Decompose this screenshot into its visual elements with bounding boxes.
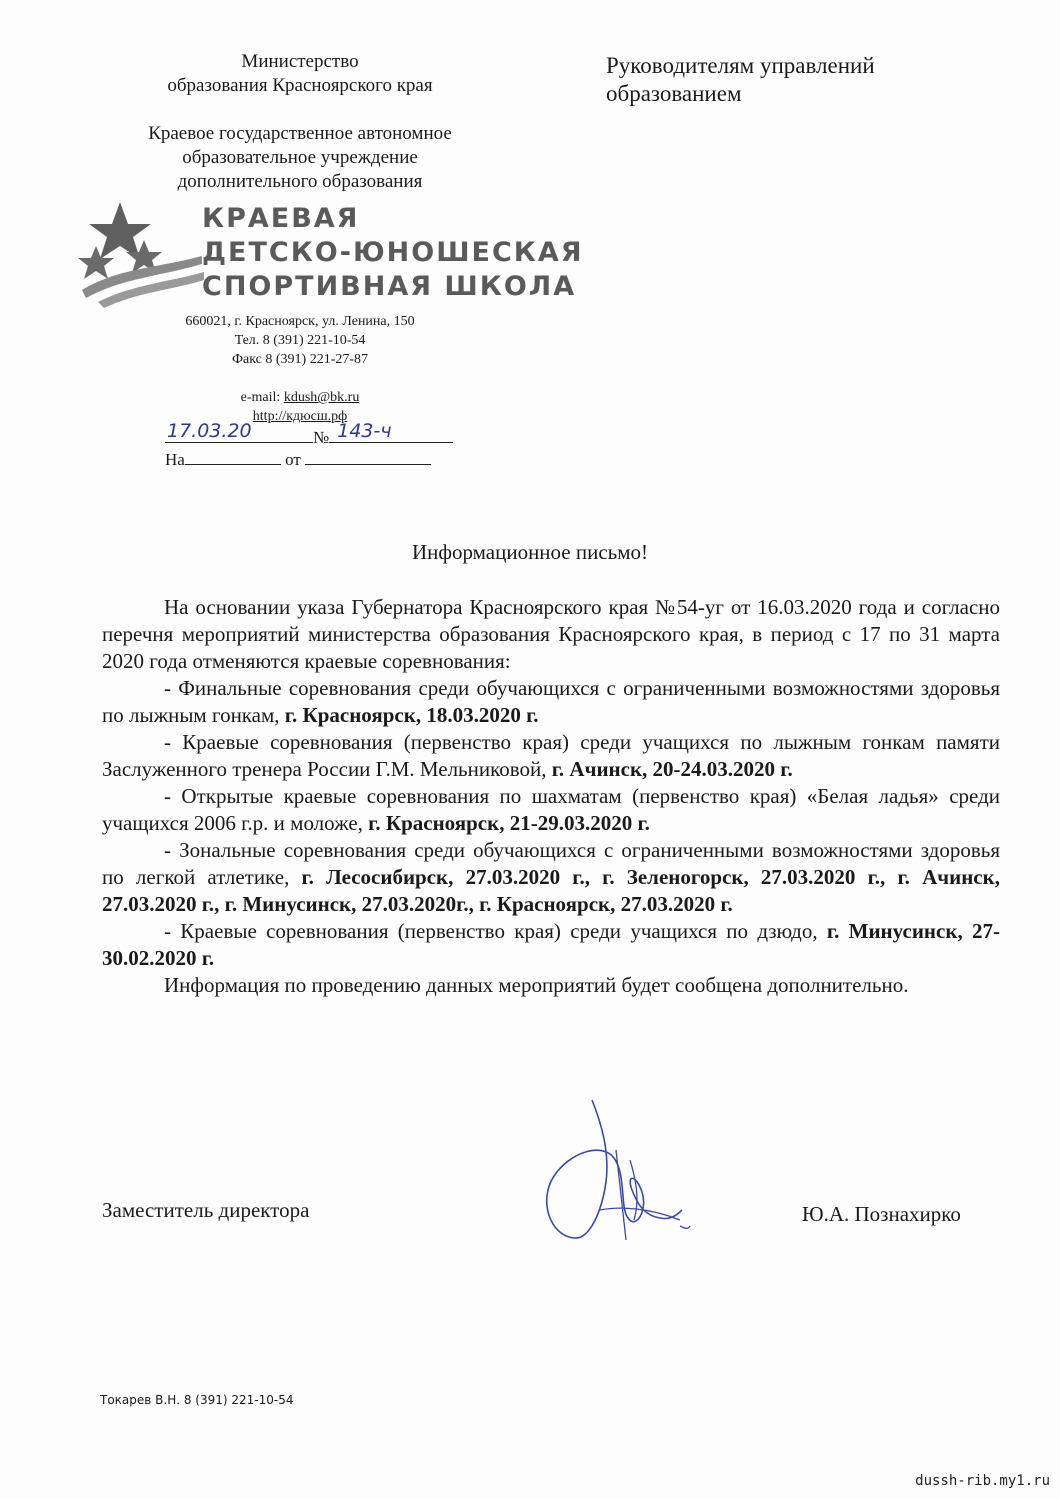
list-item: - Краевые соревнования (первенство края) среди учащихся по лыжным гонкам памяти Заслуженного тренера России Г.М. Мельниковой, г. Ачинск, 20-24.03.2020 г. [102,730,1000,781]
school-logo-text [202,202,584,304]
recipient-line-2: образованием [606,81,742,106]
list-item: - Краевые соревнования (первенство края) среди учащихся по дзюдо, г. Минусинск, 27-30.02.2020 г. [102,919,1000,970]
intro-paragraph: На основании указа Губернатора Красноярского края №54-уг от 16.03.2020 года и согласно перечня мероприятий министерства образования Красноярского края, в период с 17 по 31 марта 2020 года отменяются краевые соревнования: [102,595,1000,673]
list-item: - Финальные соревнования среди обучающихся с ограниченными возможностями здоровья по лыжным гонкам, г. Красноярск, 18.03.2020 г. [102,676,1000,727]
reply-label: На [165,450,185,469]
address: 660021, г. Красноярск, ул. Ленина, 150 [185,314,415,329]
letter-body [102,594,1000,999]
number-label: № [313,428,330,447]
email-label: e-mail: [240,390,284,405]
watermark-site: dussh-rib.my1.ru [915,1473,1050,1489]
logo-line-3: СПОРТИВНАЯ ШКОЛА [202,271,577,302]
list-item: - Открытые краевые соревнования по шахматам (первенство края) «Белая ладья» среди учащихся 2006 г.р. и моложе, г. Красноярск, 21-29.03.2020 г. [102,784,1000,835]
registration-line [165,420,455,448]
logo-line-1: КРАЕВАЯ [202,203,360,234]
site-link[interactable]: http://кдюсш.рф [252,409,348,424]
letter-title: Информационное письмо! [411,540,649,564]
signature-position: Заместитель директора [102,1198,310,1222]
executor-note: Токарев В.Н. 8 (391) 221-10-54 [100,1393,294,1407]
ministry-line-2: образования Красноярского края [167,75,433,96]
handwritten-signature-icon [530,1090,700,1260]
org-line-2: образовательное учреждение [182,147,418,168]
signatory-name: Ю.А. Познахирко [802,1202,961,1226]
org-line-1: Краевое государственное автономное [148,123,452,144]
contacts-block [145,312,455,426]
logo-line-2: ДЕТСКО-ЮНОШЕСКАЯ [202,237,584,268]
stars-logo-icon [78,198,208,310]
ministry-header [100,50,500,98]
email-row [145,388,455,407]
reply-line [165,448,455,470]
email-link[interactable]: kdush@bk.ru [283,390,360,405]
ministry-line-1: Министерство [241,51,359,72]
fax: Факс 8 (391) 221-27-87 [231,352,369,367]
organization-header [100,122,500,194]
org-line-3: дополнительного образования [177,171,423,192]
reply-from-label: от [285,450,301,469]
recipient-line-1: Руководителям управлений [606,53,875,78]
handwritten-number: 143-ч [337,420,392,442]
closing-paragraph: Информация по проведению данных мероприятий будет сообщена дополнительно. [164,973,909,997]
list-item: - Зональные соревнования среди обучающихся с ограниченными возможностями здоровья по легкой атлетике, г. Лесосибирск, 27.03.2020 г., г. Зеленогорск, 27.03.2020 г., г. Ачинск, 27.03.2020 г., г. Минусинск, 27.03.2020г., г. Красноярск, 27.03.2020 г. [102,838,1000,916]
phone: Тел. 8 (391) 221-10-54 [234,333,366,348]
recipient-block [606,52,1026,108]
handwritten-date: 17.03.20 [167,420,252,442]
